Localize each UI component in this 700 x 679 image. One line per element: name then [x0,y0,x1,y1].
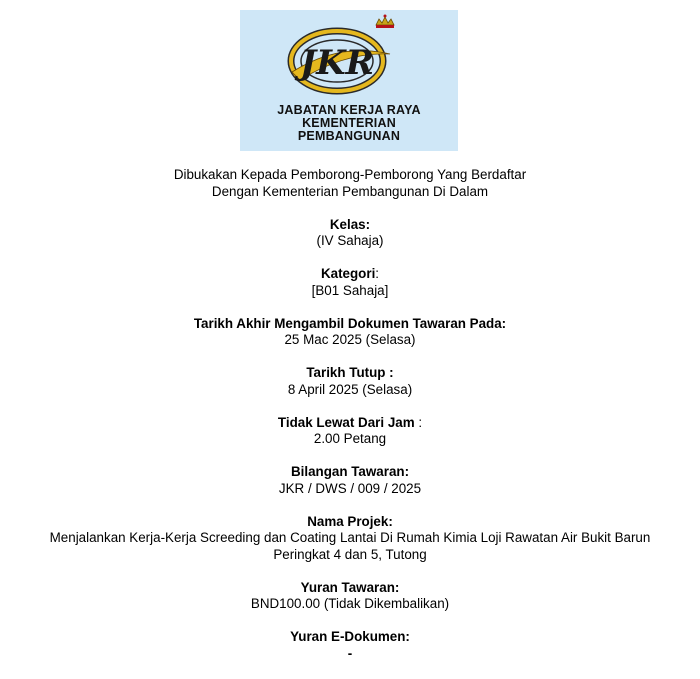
intro-block [0,167,700,200]
projek-line-1: Menjalankan Kerja-Kerja Screeding dan Coating Lantai Di Rumah Kimia Loji Rawatan Air Bukit Barun [49,530,651,545]
yuran-tawaran-value: BND100.00 (Tidak Dikembalikan) [250,596,450,611]
logo-initials: JKR [300,43,374,83]
bilangan-block [0,464,700,497]
tender-notice [0,167,700,679]
intro-line-2: Dengan Kementerian Pembangunan Di Dalam [211,183,489,199]
jam-block [0,415,700,448]
projek-block [0,514,700,564]
tarikh-akhir-value: 25 Mac 2025 (Selasa) [284,332,416,347]
kategori-block [0,266,700,299]
tarikh-akhir-label: Tarikh Akhir Mengambil Dokumen Tawaran Pada: [193,315,507,331]
yuran-edokumen-block [0,629,700,662]
yuran-tawaran-block [0,580,700,613]
tarikh-tutup-label: Tarikh Tutup : [306,365,394,380]
kategori-label: Kategori [320,266,376,281]
tarikh-tutup-value: 8 April 2025 (Selasa) [287,381,413,397]
kategori-value: [B01 Sahaja] [311,282,389,298]
yuran-edokumen-value: - [347,645,353,661]
yuran-tawaran-label: Yuran Tawaran: [300,579,400,595]
jam-colon: : [414,414,423,430]
projek-line-2: Peringkat 4 dan 5, Tutong [273,546,427,562]
tarikh-akhir-block [0,316,700,349]
yuran-edokumen-label: Yuran E-Dokumen: [290,629,410,644]
org-name-line1: JABATAN KERJA RAYA [277,103,421,117]
projek-label: Nama Projek: [307,513,393,529]
jkr-logo [240,10,458,151]
tarikh-tutup-block [0,365,700,398]
jam-value: 2.00 Petang [313,431,387,446]
org-name-line2: KEMENTERIAN [302,116,396,130]
jam-label: Tidak Lewat Dari Jam [277,414,415,430]
crown-icon [376,15,394,29]
kelas-block [0,217,700,250]
org-name-line3: PEMBANGUNAN [297,129,401,143]
kategori-colon: : [375,266,380,281]
intro-line-1: Dibukakan Kepada Pemborong-Pemborong Yang Berdaftar [173,167,527,182]
kelas-value: (IV Sahaja) [316,233,384,248]
bilangan-value: JKR / DWS / 009 / 2025 [278,480,422,496]
bilangan-label: Bilangan Tawaran: [290,464,410,479]
kelas-label: Kelas: [329,216,371,232]
